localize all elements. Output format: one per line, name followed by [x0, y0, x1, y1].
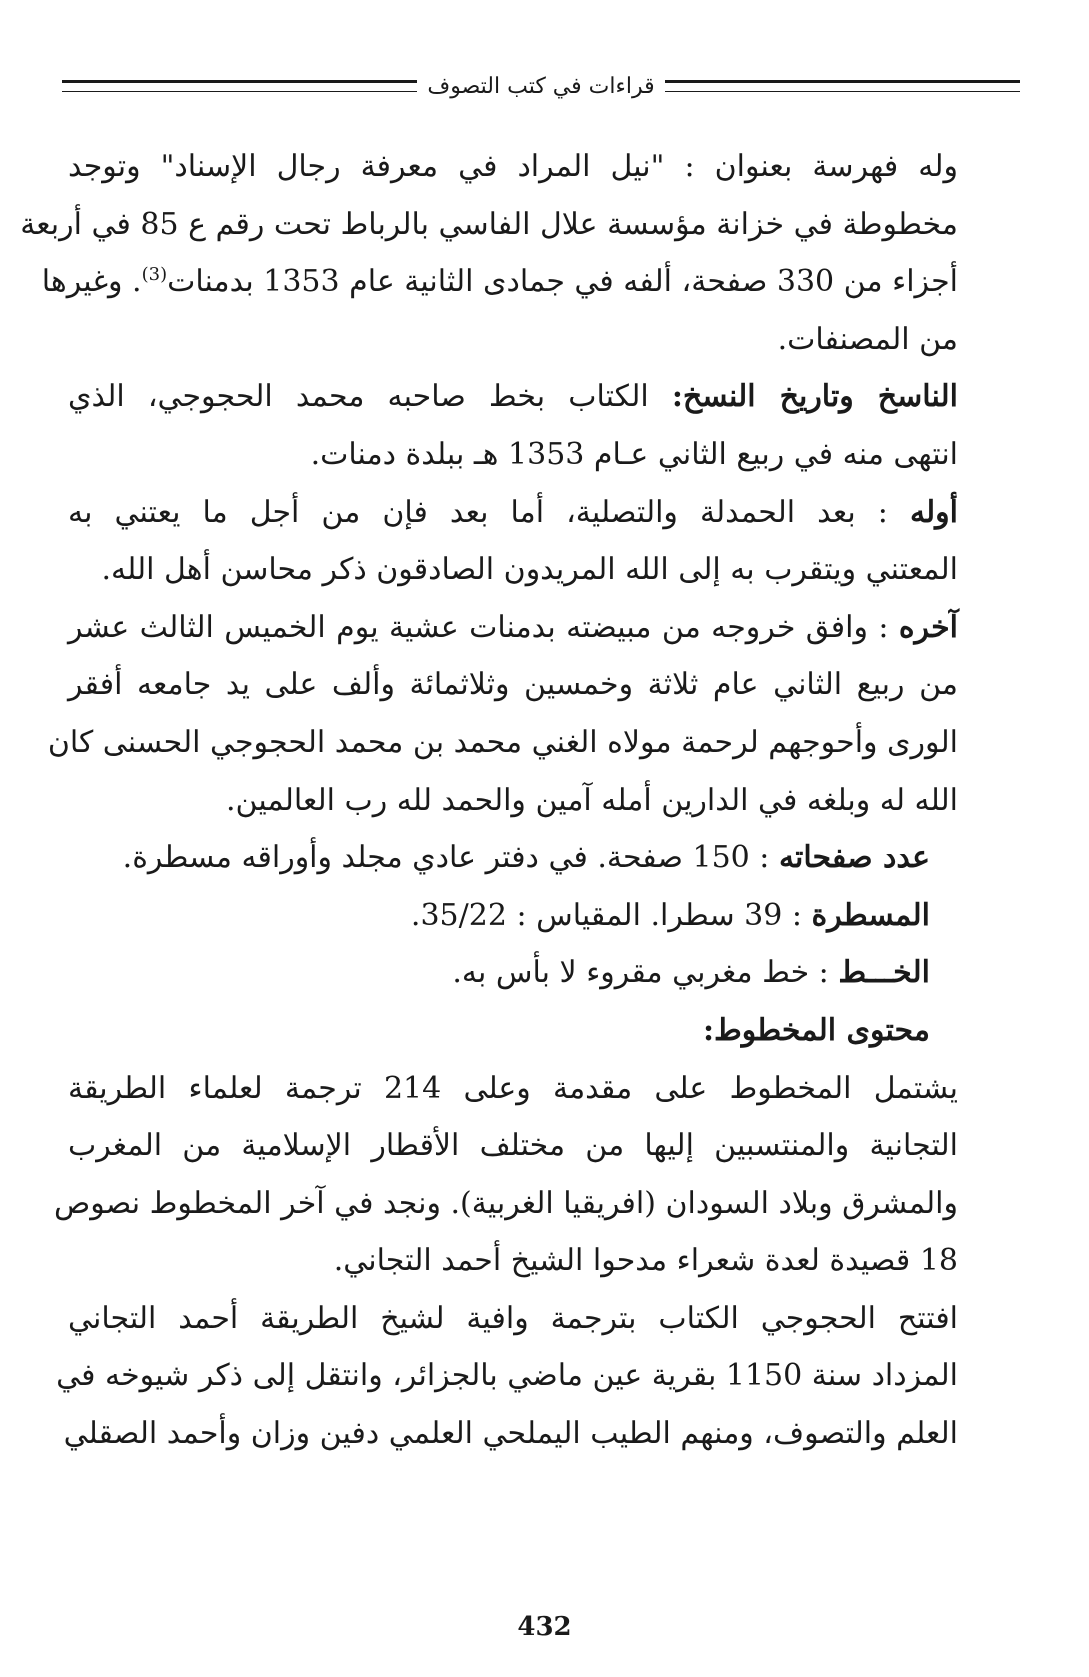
text-line: 18 قصيدة لعدة شعراء مدحوا الشيخ أحمد التجاني. — [333, 1243, 958, 1279]
text-line — [68, 599, 958, 657]
text-line — [68, 887, 930, 945]
text-line: يشتمل المخطوط على مقدمة وعلى 214 ترجمة لعلماء الطريقة — [68, 1070, 958, 1106]
header-rule-right — [665, 80, 1020, 92]
running-header — [62, 68, 1020, 104]
text-line: التجانية والمنتسبين إليها من مختلف الأقطار الإسلامية من المغرب — [68, 1128, 958, 1164]
paragraph-ruling — [68, 887, 958, 945]
text-line — [68, 484, 958, 542]
text-line: المزداد سنة 1150 بقرية عين ماضي بالجزائر، وانتقل إلى ذكر شيوخه في — [56, 1358, 958, 1394]
paragraph-catalogue — [20, 138, 958, 368]
field-label: الناسخ وتاريخ النسخ: — [671, 379, 958, 415]
paragraph-explicit — [47, 599, 958, 829]
page-body — [20, 138, 958, 1463]
text-line — [68, 368, 958, 426]
field-label: أوله — [909, 494, 958, 530]
text-fragment: : 39 سطرا. المقياس : 35/22. — [410, 897, 812, 933]
paragraph-copyist — [68, 368, 958, 483]
text-fragment: : وافق خروجه من مبيضته بدمنات عشية يوم الخميس الثالث عشر — [68, 609, 899, 645]
paragraph-script — [68, 944, 958, 1002]
field-label: المسطرة — [811, 897, 930, 933]
text-line: من المصنفات. — [777, 321, 958, 357]
text-line: افتتح الحجوجي الكتاب بترجمة وافية لشيخ الطريقة أحمد التجاني — [68, 1300, 958, 1336]
text-fragment: الكتاب بخط صاحبه محمد الحجوجي، الذي — [68, 379, 672, 415]
text-line: والمشرق وبلاد السودان (افريقيا الغربية). ونجد في آخر المخطوط نصوص — [53, 1185, 958, 1221]
text-line: الورى وأحوجهم لرحمة مولاه الغني محمد بن محمد الحجوجي الحسنى كان — [47, 724, 958, 760]
header-rule-left — [62, 80, 417, 92]
text-line: الله له وبلغه في الدارين أمله آمين والحمد لله رب العالمين. — [226, 782, 958, 818]
text-line — [68, 829, 930, 887]
text-line: وله فهرسة بعنوان : "نيل المراد في معرفة رجال الإسناد" وتوجد — [68, 149, 958, 184]
text-line: المعتني ويتقرب به إلى الله المريدون الصادقون ذكر محاسن أهل الله. — [101, 552, 958, 588]
text-line: مخطوطة في خزانة مؤسسة علال الفاسي بالرباط تحت رقم ع 85 في أربعة — [20, 206, 958, 242]
paragraph-opening — [56, 1290, 958, 1463]
section-heading: محتوى المخطوط: — [702, 1012, 930, 1048]
text-line — [41, 253, 958, 311]
field-label: آخره — [898, 609, 958, 645]
paragraph-page-count — [68, 829, 958, 887]
page-number: 432 — [517, 1612, 572, 1642]
paragraph-contents — [53, 1060, 958, 1290]
text-line: من ربيع الثاني عام ثلاثة وخمسين وثلاثمائة وألف على يد جامعه أفقر — [68, 667, 958, 703]
text-line — [68, 944, 930, 1002]
text-fragment: : خط مغربي مقروء لا بأس به. — [452, 955, 839, 991]
text-fragment: : 150 صفحة. في دفتر عادي مجلد وأوراقه مسطرة. — [122, 840, 779, 876]
text-fragment: . وغيرها — [41, 264, 142, 300]
text-line: انتهى منه في ربيع الثاني عـام 1353 هـ ببلدة دمنات. — [310, 436, 958, 472]
paragraph-incipit — [68, 484, 958, 599]
field-label: الخـــط — [838, 955, 930, 991]
text-fragment: : بعد الحمدلة والتصلية، أما بعد فإن من أجل ما يعتني به — [68, 494, 910, 530]
running-header-title: قراءات في كتب التصوف — [427, 73, 655, 99]
text-line: العلم والتصوف، ومنهم الطيب اليملحي العلمي دفين وزان وأحمد الصقلي — [63, 1416, 958, 1452]
field-label: عدد صفحاته — [778, 840, 930, 876]
footnote-marker: (3) — [141, 264, 168, 286]
text-fragment: أجزاء من 330 صفحة، ألفه في جمادى الثانية عام 1353 بدمنات — [167, 264, 958, 300]
